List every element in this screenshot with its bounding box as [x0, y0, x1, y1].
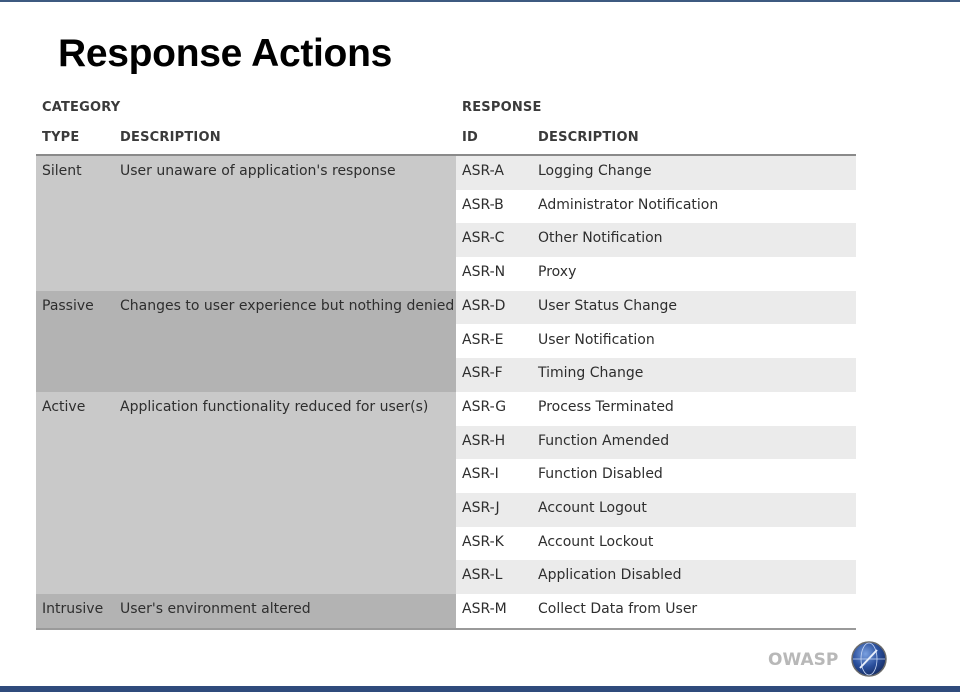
header-id-label: ID — [462, 130, 479, 145]
response-description: Application Disabled — [538, 567, 682, 584]
header-response-description — [538, 130, 639, 145]
table-row — [456, 156, 856, 190]
response-description: Other Notification — [538, 230, 663, 247]
response-id: ASR-K — [462, 533, 504, 550]
response-description: Function Disabled — [538, 466, 663, 483]
category-type: Active — [42, 398, 86, 415]
category-block-silent — [36, 156, 456, 291]
response-id: ASR-A — [462, 163, 504, 179]
table-row — [456, 527, 856, 561]
table-row — [456, 190, 856, 224]
response-description: User Notification — [538, 331, 655, 348]
response-description: Account Logout — [538, 500, 647, 516]
category-type: Silent — [42, 163, 82, 179]
table-row — [456, 392, 856, 426]
header-description — [120, 130, 221, 145]
category-description: User unaware of application's response — [120, 163, 396, 179]
category-block-active — [36, 392, 456, 594]
category-description: User's environment altered — [120, 601, 311, 618]
category-type: Passive — [42, 297, 94, 314]
category-type: Intrusive — [42, 601, 104, 618]
header-id — [462, 130, 478, 145]
response-id: ASR-C — [462, 230, 505, 247]
response-description: User Status Change — [538, 297, 678, 314]
response-id: ASR-J — [462, 500, 500, 516]
table-bottom-rule — [36, 628, 856, 630]
header-type-label: TYPE — [42, 130, 80, 145]
table-row — [456, 594, 856, 628]
header-category — [42, 100, 120, 115]
table-row — [456, 426, 856, 460]
category-description: Changes to user experience but nothing denied — [120, 297, 455, 314]
response-description: Function Amended — [538, 432, 670, 449]
response-description: Proxy — [538, 264, 577, 281]
table-row — [456, 291, 856, 325]
header-description-label: DESCRIPTION — [120, 130, 221, 145]
owasp-logo — [768, 640, 888, 680]
header-response — [462, 100, 542, 115]
table-row — [456, 358, 856, 392]
response-actions-table — [36, 92, 856, 628]
response-id: ASR-B — [462, 196, 504, 213]
top-rule — [0, 0, 960, 2]
slide-title: Response Actions — [58, 32, 392, 75]
table-row — [456, 325, 856, 359]
response-id: ASR-M — [462, 601, 507, 618]
response-description: Process Terminated — [538, 398, 674, 415]
response-id: ASR-D — [462, 297, 506, 314]
table-row — [456, 223, 856, 257]
response-description: Collect Data from User — [538, 601, 698, 618]
response-id: ASR-H — [462, 432, 506, 449]
response-id: ASR-L — [462, 567, 503, 584]
response-description: Account Lockout — [538, 533, 654, 550]
response-description: Timing Change — [538, 365, 644, 382]
category-description: Application functionality reduced for user(s) — [120, 398, 429, 415]
logo-text: OWASP — [768, 650, 839, 670]
table-row — [456, 560, 856, 594]
bottom-rule — [0, 686, 960, 692]
category-block-passive — [36, 291, 456, 392]
globe-icon — [850, 640, 888, 678]
category-block-intrusive — [36, 594, 456, 628]
table-row — [456, 459, 856, 493]
response-id: ASR-N — [462, 264, 506, 281]
header-response-description-label: DESCRIPTION — [538, 130, 639, 145]
response-id: ASR-F — [462, 365, 503, 382]
response-description: Administrator Notification — [538, 196, 719, 213]
response-description: Logging Change — [538, 163, 652, 179]
table-row — [456, 493, 856, 527]
header-type — [42, 130, 80, 145]
header-category-label: CATEGORY — [42, 100, 121, 115]
response-id: ASR-I — [462, 466, 499, 483]
response-id: ASR-G — [462, 398, 507, 415]
response-id: ASR-E — [462, 331, 504, 348]
table-row — [456, 257, 856, 291]
header-response-label: RESPONSE — [462, 100, 542, 115]
